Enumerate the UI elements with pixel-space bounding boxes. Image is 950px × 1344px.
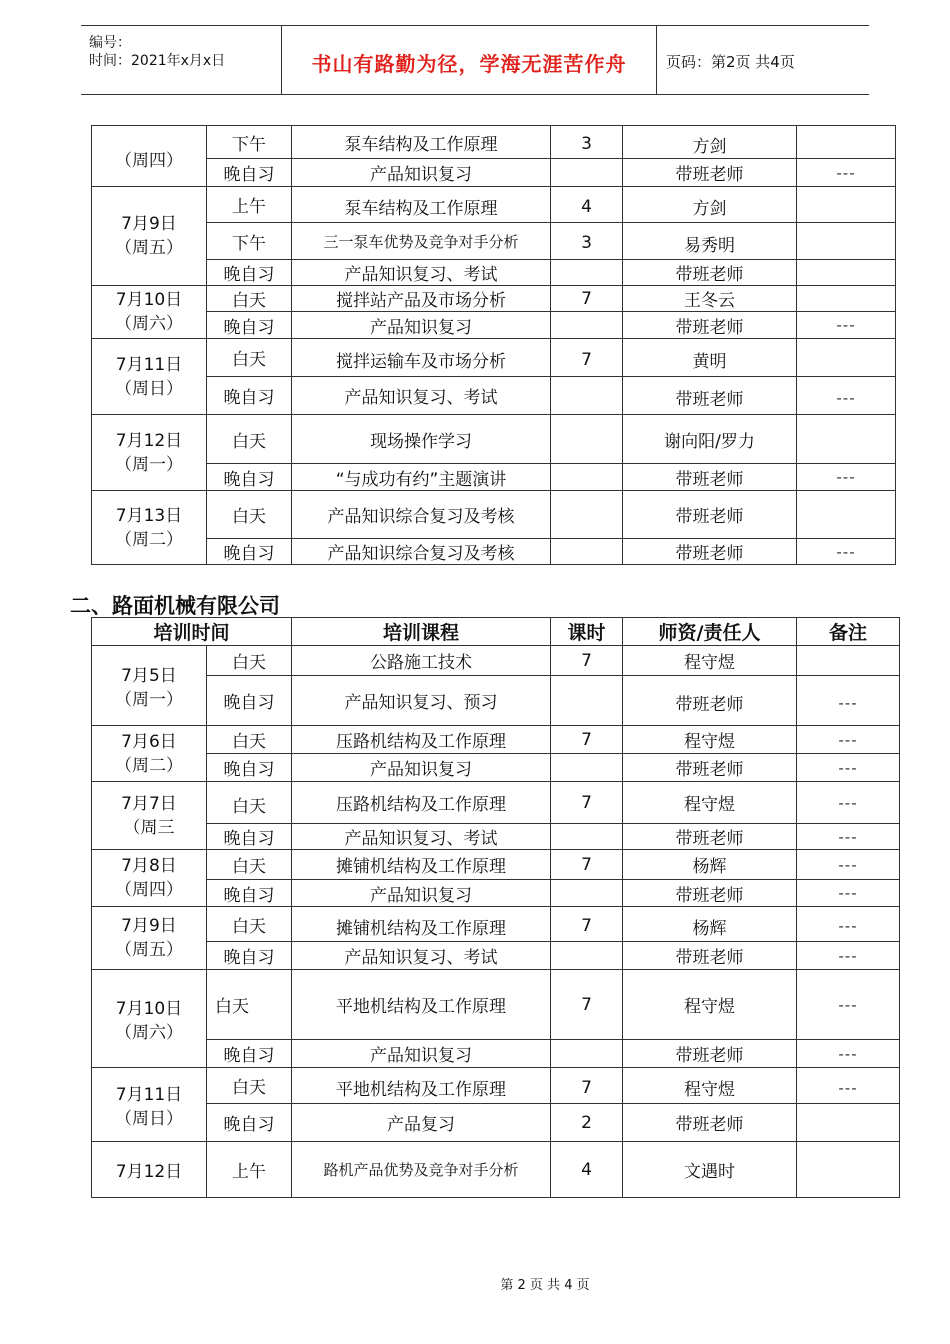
note-cell: --- — [797, 377, 896, 415]
hours-cell: 7 — [551, 286, 623, 312]
teacher-cell: 杨辉 — [623, 907, 797, 942]
period-cell: 白天 — [207, 1068, 292, 1104]
table-row — [92, 1142, 900, 1198]
teacher-cell: 文遇时 — [623, 1142, 797, 1198]
hours-cell: 7 — [551, 646, 623, 676]
table-row — [92, 377, 896, 415]
period-cell: 白天 — [207, 286, 292, 312]
date-cell: 7月11日（周日） — [92, 339, 207, 415]
note-cell: --- — [797, 539, 896, 565]
course-cell: 产品知识综合复习及考核 — [292, 539, 551, 565]
period-cell: 晚自习 — [207, 754, 292, 782]
date-cell: 7月5日（周一） — [92, 646, 207, 726]
teacher-cell: 程守煜 — [623, 782, 797, 824]
table-row — [92, 491, 896, 539]
table-row — [92, 159, 896, 187]
table-row — [92, 286, 896, 312]
period-cell: 下午 — [207, 126, 292, 159]
note-cell — [797, 491, 896, 539]
date-cell: 7月6日（周二） — [92, 726, 207, 782]
period-cell: 晚自习 — [207, 464, 292, 491]
course-cell: 压路机结构及工作原理 — [292, 726, 551, 754]
period-cell: 上午 — [207, 1142, 292, 1198]
course-cell: 产品知识综合复习及考核 — [292, 491, 551, 539]
teacher-cell: 带班老师 — [623, 880, 797, 907]
table-row — [92, 782, 900, 824]
table-row — [92, 824, 900, 850]
hours-cell — [551, 159, 623, 187]
period-cell: 晚自习 — [207, 880, 292, 907]
date-cell: 7月11日（周日） — [92, 1068, 207, 1142]
period-cell: 白天 — [207, 726, 292, 754]
period-cell: 白天 — [207, 782, 292, 824]
table-row — [92, 942, 900, 970]
course-cell: 产品知识复习 — [292, 159, 551, 187]
course-cell: 泵车结构及工作原理 — [292, 126, 551, 159]
hours-cell — [551, 415, 623, 464]
course-cell: 搅拌站产品及市场分析 — [292, 286, 551, 312]
table-row — [92, 339, 896, 377]
page-header — [81, 25, 869, 95]
course-cell: 产品知识复习、考试 — [292, 377, 551, 415]
note-cell: --- — [797, 464, 896, 491]
table-row — [92, 880, 900, 907]
teacher-cell: 程守煜 — [623, 726, 797, 754]
header-training-time: 培训时间 — [92, 618, 292, 646]
period-cell: 白天 — [207, 907, 292, 942]
course-cell: 产品知识复习 — [292, 312, 551, 339]
teacher-cell: 带班老师 — [623, 464, 797, 491]
hours-cell: 7 — [551, 339, 623, 377]
hours-cell — [551, 754, 623, 782]
teacher-cell: 带班老师 — [623, 676, 797, 726]
table-row — [92, 1040, 900, 1068]
teacher-cell: 带班老师 — [623, 942, 797, 970]
table-row — [92, 415, 896, 464]
header-page-info: 页码：第2页 共4页 — [666, 53, 795, 71]
period-cell: 白天 — [207, 970, 292, 1040]
header-page-cell — [656, 26, 869, 94]
hours-cell — [551, 676, 623, 726]
note-cell — [797, 1104, 900, 1142]
course-cell: 产品复习 — [292, 1104, 551, 1142]
date-cell: 7月8日（周四） — [92, 850, 207, 907]
date-cell: 7月12日（周一） — [92, 415, 207, 491]
period-cell: 白天 — [207, 415, 292, 464]
teacher-cell: 带班老师 — [623, 377, 797, 415]
course-cell: 产品知识复习、预习 — [292, 676, 551, 726]
period-cell: 晚自习 — [207, 159, 292, 187]
period-cell: 晚自习 — [207, 260, 292, 286]
hours-cell — [551, 1040, 623, 1068]
table-row — [92, 676, 900, 726]
hours-cell: 7 — [551, 907, 623, 942]
course-cell: 平地机结构及工作原理 — [292, 970, 551, 1040]
teacher-cell: 带班老师 — [623, 1040, 797, 1068]
hours-cell: 7 — [551, 782, 623, 824]
note-cell — [797, 339, 896, 377]
date-cell: 7月9日（周五） — [92, 187, 207, 286]
date-cell: （周四） — [92, 126, 207, 187]
period-cell: 上午 — [207, 187, 292, 223]
table-row — [92, 312, 896, 339]
teacher-cell: 王冬云 — [623, 286, 797, 312]
hours-cell — [551, 824, 623, 850]
hours-cell — [551, 312, 623, 339]
course-cell: 搅拌运输车及市场分析 — [292, 339, 551, 377]
course-cell: 产品知识复习、考试 — [292, 942, 551, 970]
note-cell: --- — [797, 970, 900, 1040]
schedule-table-1 — [91, 125, 896, 565]
teacher-cell: 带班老师 — [623, 312, 797, 339]
course-cell: 产品知识复习、考试 — [292, 260, 551, 286]
table-row — [92, 126, 896, 159]
table-row — [92, 726, 900, 754]
course-cell: 三一泵车优势及竞争对手分析 — [292, 223, 551, 260]
period-cell: 白天 — [207, 850, 292, 880]
hours-cell: 4 — [551, 1142, 623, 1198]
hours-cell — [551, 942, 623, 970]
page-footer: 第 2 页 共 4 页 — [500, 1278, 590, 1293]
hours-cell — [551, 491, 623, 539]
table-row — [92, 464, 896, 491]
note-cell: --- — [797, 850, 900, 880]
note-cell: --- — [797, 159, 896, 187]
period-cell: 晚自习 — [207, 1040, 292, 1068]
date-cell: 7月12日 — [92, 1142, 207, 1198]
document-number-label: 编号： — [89, 35, 131, 51]
note-cell: --- — [797, 1068, 900, 1104]
table-row — [92, 539, 896, 565]
note-cell: --- — [797, 880, 900, 907]
period-cell: 白天 — [207, 491, 292, 539]
note-cell: --- — [797, 942, 900, 970]
header-course: 培训课程 — [292, 618, 551, 646]
note-cell: --- — [797, 312, 896, 339]
date-cell: 7月10日（周六） — [92, 286, 207, 339]
course-cell: 摊铺机结构及工作原理 — [292, 850, 551, 880]
header-teacher: 师资/责任人 — [623, 618, 797, 646]
teacher-cell: 带班老师 — [623, 539, 797, 565]
note-cell: --- — [797, 782, 900, 824]
course-cell: 产品知识复习 — [292, 1040, 551, 1068]
section-title: 二、路面机械有限公司 — [70, 594, 280, 618]
table-row — [92, 754, 900, 782]
table-row — [92, 1104, 900, 1142]
date-cell: 7月10日（周六） — [92, 970, 207, 1068]
teacher-cell: 带班老师 — [623, 1104, 797, 1142]
hours-cell: 3 — [551, 126, 623, 159]
table-row — [92, 1068, 900, 1104]
note-cell — [797, 126, 896, 159]
course-cell: 现场操作学习 — [292, 415, 551, 464]
teacher-cell: 方剑 — [623, 187, 797, 223]
note-cell — [797, 646, 900, 676]
table-row — [92, 646, 900, 676]
period-cell: 晚自习 — [207, 377, 292, 415]
teacher-cell: 带班老师 — [623, 159, 797, 187]
course-cell: 泵车结构及工作原理 — [292, 187, 551, 223]
note-cell — [797, 223, 896, 260]
course-cell: 产品知识复习、考试 — [292, 824, 551, 850]
document-time: 时间：2021年x月x日 — [89, 53, 226, 69]
note-cell: --- — [797, 726, 900, 754]
hours-cell — [551, 880, 623, 907]
table-row — [92, 907, 900, 942]
date-cell: 7月9日（周五） — [92, 907, 207, 970]
hours-cell: 7 — [551, 1068, 623, 1104]
schedule-table-2 — [91, 617, 900, 1198]
period-cell: 晚自习 — [207, 539, 292, 565]
hours-cell — [551, 464, 623, 491]
note-cell — [797, 1142, 900, 1198]
header-motto: 书山有路勤为径，学海无涯苦作舟 — [311, 52, 627, 76]
course-cell: 摊铺机结构及工作原理 — [292, 907, 551, 942]
teacher-cell: 程守煜 — [623, 970, 797, 1040]
hours-cell: 2 — [551, 1104, 623, 1142]
period-cell: 白天 — [207, 646, 292, 676]
course-cell: 压路机结构及工作原理 — [292, 782, 551, 824]
date-cell: 7月13日（周二） — [92, 491, 207, 565]
period-cell: 白天 — [207, 339, 292, 377]
table-row — [92, 223, 896, 260]
note-cell — [797, 187, 896, 223]
teacher-cell: 黄明 — [623, 339, 797, 377]
hours-cell: 7 — [551, 726, 623, 754]
hours-cell: 7 — [551, 970, 623, 1040]
course-cell: 产品知识复习 — [292, 880, 551, 907]
header-meta — [81, 26, 281, 94]
note-cell: --- — [797, 824, 900, 850]
header-hours: 课时 — [551, 618, 623, 646]
period-cell: 下午 — [207, 223, 292, 260]
note-cell: --- — [797, 1040, 900, 1068]
teacher-cell: 方剑 — [623, 126, 797, 159]
course-cell: 路机产品优势及竞争对手分析 — [292, 1142, 551, 1198]
course-cell: 公路施工技术 — [292, 646, 551, 676]
teacher-cell: 杨辉 — [623, 850, 797, 880]
header-note: 备注 — [797, 618, 900, 646]
teacher-cell: 程守煜 — [623, 1068, 797, 1104]
date-cell: 7月7日（周三 — [92, 782, 207, 850]
note-cell: --- — [797, 754, 900, 782]
period-cell: 晚自习 — [207, 942, 292, 970]
teacher-cell: 谢向阳/罗力 — [623, 415, 797, 464]
hours-cell: 7 — [551, 850, 623, 880]
teacher-cell: 带班老师 — [623, 824, 797, 850]
note-cell — [797, 286, 896, 312]
period-cell: 晚自习 — [207, 824, 292, 850]
hours-cell — [551, 260, 623, 286]
hours-cell — [551, 377, 623, 415]
hours-cell — [551, 539, 623, 565]
teacher-cell: 带班老师 — [623, 491, 797, 539]
note-cell — [797, 415, 896, 464]
table-row — [92, 970, 900, 1040]
teacher-cell: 带班老师 — [623, 260, 797, 286]
hours-cell: 4 — [551, 187, 623, 223]
table-header-row — [92, 618, 900, 646]
course-cell: 产品知识复习 — [292, 754, 551, 782]
period-cell: 晚自习 — [207, 1104, 292, 1142]
table-row — [92, 850, 900, 880]
note-cell: --- — [797, 907, 900, 942]
hours-cell: 3 — [551, 223, 623, 260]
period-cell: 晚自习 — [207, 676, 292, 726]
teacher-cell: 程守煜 — [623, 646, 797, 676]
teacher-cell: 带班老师 — [623, 754, 797, 782]
header-motto-cell — [281, 26, 657, 94]
note-cell: --- — [797, 676, 900, 726]
table-row — [92, 260, 896, 286]
period-cell: 晚自习 — [207, 312, 292, 339]
course-cell: “与成功有约”主题演讲 — [292, 464, 551, 491]
teacher-cell: 易秀明 — [623, 223, 797, 260]
course-cell: 平地机结构及工作原理 — [292, 1068, 551, 1104]
note-cell — [797, 260, 896, 286]
table-row — [92, 187, 896, 223]
